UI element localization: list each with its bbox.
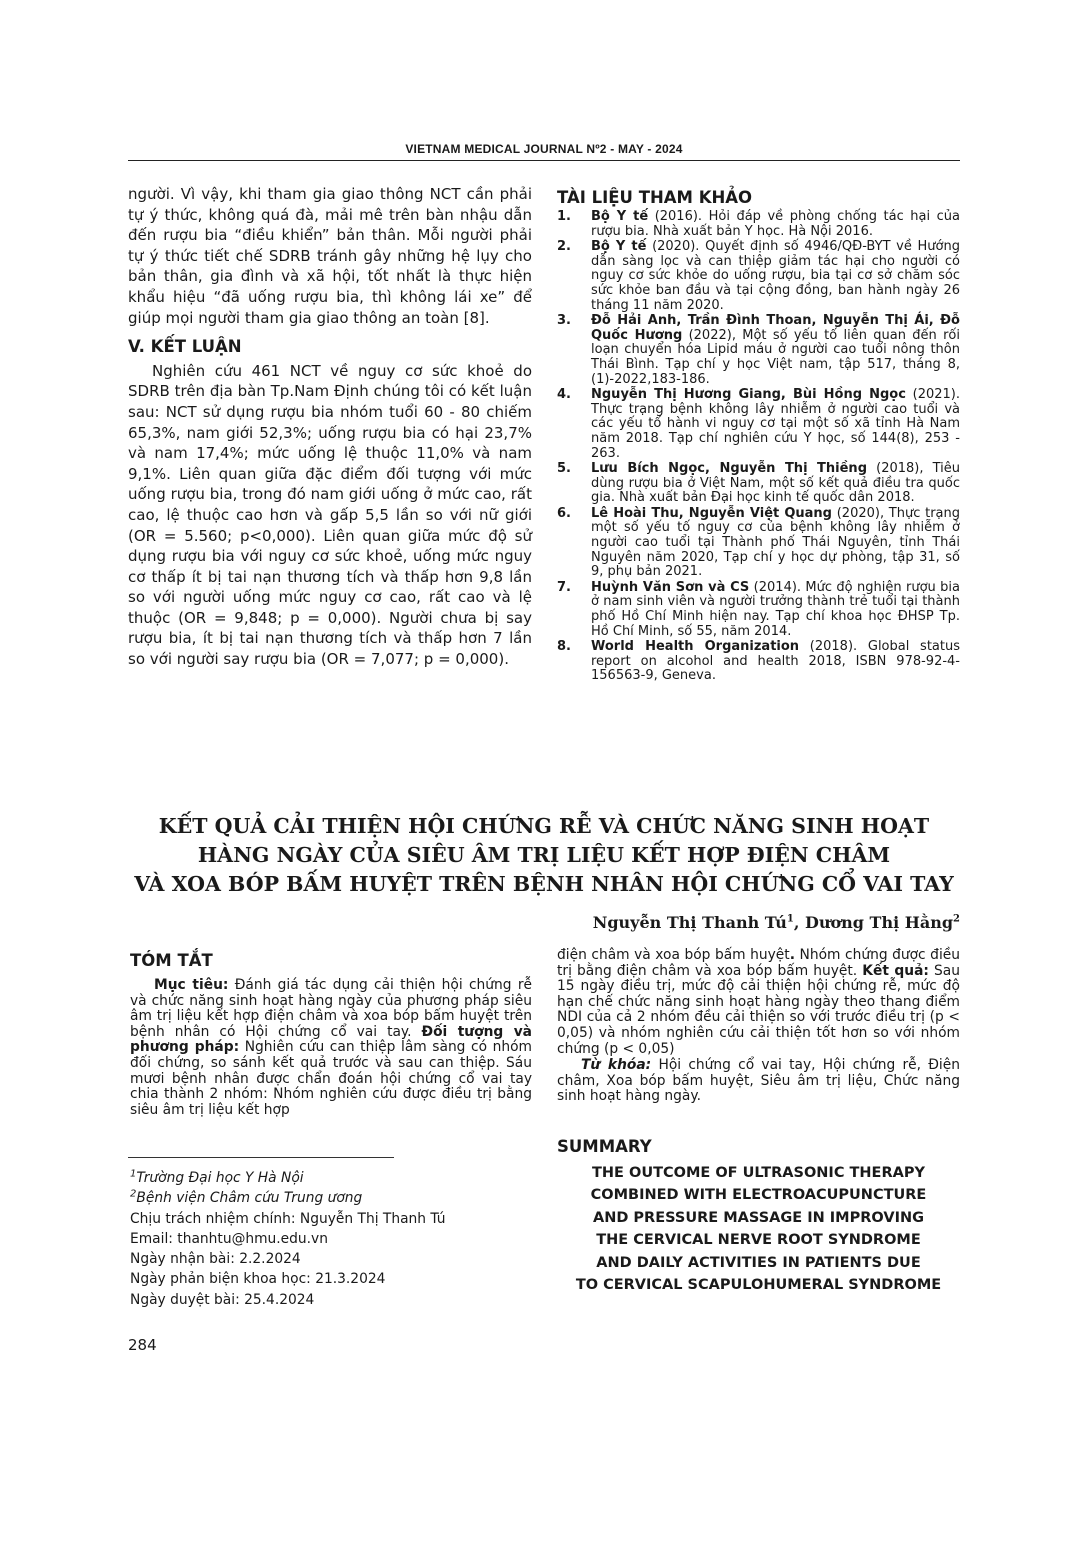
header-rule: [128, 160, 960, 161]
reference-authors: Bộ Y tế: [591, 209, 649, 224]
reference-number: 1.: [557, 209, 571, 224]
reference-details: (2014). Mức độ nghiện rượu bia ở nam sinh viên và người trưởng thành trẻ tuổi tại thành phố Hồ Chí Minh hiện nay. Tạp chí khoa học ĐHSP Tp. Hồ Chí Minh, số 55, năm 2014.: [591, 579, 960, 639]
reference-item: [557, 462, 960, 506]
reference-authors: Lưu Bích Ngọc, Nguyễn Thị Thiềng: [591, 461, 867, 477]
abstract-left: [130, 978, 532, 1118]
reference-number: 2.: [557, 239, 571, 255]
methods-period: .: [789, 947, 795, 963]
methods-text: Nghiên cứu can thiệp lâm sàng có nhóm đối chứng, so sánh kết quả trước và sau can thiệp. Sáu mươi bệnh nhân được chẩn đoán hội chứng cổ vai tay chia thành 2 nhóm: Nhóm nghiên cứu được điều trị bằng siêu âm trị liệu kết hợp: [130, 1039, 532, 1118]
reference-details: (2021). Thực trạng bệnh không lây nhiễm ở người cao tuổi và các yếu tố hành vi nguy cơ tại một số xã tỉnh Hà Nam năm 2018. Tạp chí nghiên cứu Y học, số 144(8), 253 - 263.: [591, 387, 960, 461]
affiliation-mark: 2: [130, 1188, 137, 1200]
reference-number: 7.: [557, 579, 571, 595]
summary-title-line: TO CERVICAL SCAPULOHUMERAL SYNDROME: [575, 1277, 942, 1294]
methods-label: Đối tượng và phương pháp:: [130, 1023, 532, 1056]
title-line: HÀNG NGÀY CỦA SIÊU ÂM TRỊ LIỆU KẾT HỢP ĐIỆN CHÂM: [197, 843, 891, 867]
reference-details: (2020), Thực trạng một số yếu tố nguy cơ của bệnh không lây nhiễm ở người cao tuổi tại Thành phố Thái Nguyên, tỉnh Thái Nguyên năm 2020, Tạp chí y học dự phòng, tập 31, số 9, phụ bản 2021.: [591, 505, 960, 580]
reference-authors: Bộ Y tế: [591, 239, 647, 255]
author-separator: ,: [793, 913, 805, 932]
reference-number: 8.: [557, 639, 571, 655]
received-date: Ngày nhận bài: 2.2.2024: [130, 1251, 301, 1268]
references-section: [557, 188, 960, 685]
reference-item: [557, 507, 960, 580]
review-date: Ngày phản biện khoa học: 21.3.2024: [130, 1271, 386, 1288]
reference-item: [557, 388, 960, 461]
author-affiliation-mark: 2: [953, 913, 960, 925]
summary-title-line: THE OUTCOME OF ULTRASONIC THERAPY: [592, 1165, 925, 1181]
reference-authors: Nguyễn Thị Hương Giang, Bùi Hồng Ngọc: [591, 387, 906, 403]
title-line: KẾT QUẢ CẢI THIỆN HỘI CHỨNG RỄ VÀ CHỨC NĂNG SINH HOẠT: [158, 814, 930, 838]
article-title: [128, 812, 960, 899]
reference-details: (2020). Quyết định số 4946/QĐ-BYT về Hướng dẫn sàng lọc và can thiệp giảm tác hại cho người có nguy cơ sức khỏe do uống rượu, bia tại cơ sở chăm sóc sức khỏe ban đầu và tại cộng đồng, ban hành ngày 26 tháng 11 năm 2020.: [591, 239, 960, 313]
page-number: 284: [128, 1336, 157, 1354]
references-heading: TÀI LIỆU THAM KHẢO: [557, 188, 753, 207]
reference-item: [557, 640, 960, 684]
conclusion-paragraph: Nghiên cứu 461 NCT về nguy cơ sức khoẻ do SDRB trên địa bàn Tp.Nam Định chúng tôi có kết luận sau: NCT sử dụng rượu bia nhóm tuổi 60 - 80 chiếm 65,3%, nam giới 52,3%; uống rượu bia có hại 23,7% và nam 17,4%; mức uống lệ thuộc 11,0% và nam 9,1%. Liên quan giữa đặc điểm đối tượng với mức uống rượu bia, trong đó nam giới uống ở mức cao, rất cao, lệ thuộc cao hơn và gấp 5,5 lần so với nữ giới (OR = 5.560; p<0,000). Liên quan giữa mức độ sử dụng rượu bia với nguy cơ sức khoẻ, uống mức nguy cơ thấp ít bị tai nạn thương tích và thấp hơn 9,8 lần so với người uống mức nguy cơ cao, rất cao và lệ thuộc (OR = 9,848; p = 0,000). Người chưa bị say rượu bia, ít bị tai nạn thương tích và thấp hơn 7 lần so với người say rượu bia (OR = 7,077; p = 0,000).: [128, 361, 532, 669]
reference-authors: Lê Hoài Thu, Nguyễn Việt Quang: [591, 505, 832, 521]
methods-continued: điện châm và xoa bóp bấm huyệt: [557, 947, 790, 963]
abstract-right: [557, 948, 960, 1105]
reference-number: 5.: [557, 461, 571, 477]
summary-title: [557, 1162, 960, 1296]
author-name: Dương Thị Hằng: [804, 913, 954, 932]
reference-item: [557, 314, 960, 387]
objective-label: Mục tiêu:: [154, 977, 229, 993]
reference-details: (2018), Tiêu dùng rượu bia ở Việt Nam, một số kết quả điều tra quốc gia. Nhà xuất bản Đại học kinh tế quốc dân 2018.: [591, 461, 961, 506]
objective-text: Đánh giá tác dụng cải thiện hội chứng rễ và chức năng sinh hoạt hàng ngày của phương pháp siêu âm trị liệu kết hợp điện châm và xoa bóp bấm huyệt trên bệnh nhân có Hội chứng cổ vai tay.: [130, 977, 532, 1040]
abstract-heading: TÓM TẮT: [130, 951, 213, 970]
summary-title-line: AND DAILY ACTIVITIES IN PATIENTS DUE: [596, 1254, 921, 1271]
footnote-rule: [128, 1157, 394, 1158]
reference-item: [557, 581, 960, 639]
reference-item: [557, 210, 960, 239]
email: Email: thanhtu@hmu.edu.vn: [130, 1230, 328, 1247]
summary-title-line: COMBINED WITH ELECTROACUPUNCTURE: [590, 1187, 927, 1204]
methods-control-text: Nhóm chứng được điều trị bằng điện châm và xoa bóp bấm huyệt.: [557, 947, 961, 979]
reference-number: 4.: [557, 387, 571, 403]
journal-header: VIETNAM MEDICAL JOURNAL Nº2 - MAY - 2024: [405, 142, 683, 156]
discussion-paragraph: người. Vì vậy, khi tham gia giao thông NCT cần phải tự ý thức, không quá đà, mải mê trên bàn nhậu dẫn đến rượu bia “điều khiển” bản thân. Mỗi người phải tự ý thức tiết chế SDRB tránh gây những hệ lụy cho bản thân, gia đình và xã hội, tốt nhất là thực hiện khẩu hiệu “đã uống rượu bia, thì không lái xe” để giúp mọi người tham gia giao thông an toàn [8].: [128, 185, 532, 327]
corresponding-author: Chịu trách nhiệm chính: Nguyễn Thị Thanh Tú: [130, 1210, 446, 1227]
reference-number: 3.: [557, 313, 571, 329]
author-affiliation-mark: 1: [786, 913, 794, 925]
summary-title-line: AND PRESSURE MASSAGE IN IMPROVING: [592, 1209, 924, 1226]
affiliation-2: Bệnh viện Châm cứu Trung ương: [136, 1190, 363, 1207]
reference-number: 6.: [557, 505, 571, 521]
reference-item: [557, 240, 960, 313]
reference-details: (2018). Global status report on alcohol and health 2018, ISBN 978-92-4-156563-9, Geneva.: [591, 639, 961, 684]
reference-details: (2016). Hỏi đáp về phòng chống tác hại của rượu bia. Nhà xuất bản Y học. Hà Nội 2016.: [591, 209, 961, 239]
conclusion-heading: V. KẾT LUẬN: [128, 337, 242, 357]
discussion-continuation: [128, 184, 532, 670]
accepted-date: Ngày duyệt bài: 25.4.2024: [130, 1291, 315, 1308]
reference-authors: Đỗ Hải Anh, Trần Đình Thoan, Nguyễn Thị Ái, Đỗ Quốc Hương: [591, 313, 960, 343]
author-name: Nguyễn Thị Thanh Tú: [592, 913, 787, 932]
reference-details: (2022), Một số yếu tố liên quan đến rối loạn chuyển hóa Lipid máu ở người cao tuổi nông thôn Thái Bình. Tạp chí y học Việt nam, tập 517, tháng 8, (1)-2022,183-186.: [591, 327, 960, 387]
summary-title-line: THE CERVICAL NERVE ROOT SYNDROME: [596, 1232, 921, 1249]
results-label: Kết quả:: [862, 962, 929, 979]
affiliation-1: Trường Đại học Y Hà Nội: [136, 1170, 304, 1186]
reference-authors: Huỳnh Văn Sơn và CS: [591, 579, 750, 595]
keywords-text: Hội chứng cổ vai tay, Hội chứng rễ, Điện châm, Xoa bóp bấm huyệt, Siêu âm trị liệu, Chức năng sinh hoạt hàng ngày.: [557, 1057, 961, 1105]
footnotes: [130, 1168, 446, 1310]
summary-heading: SUMMARY: [557, 1137, 652, 1156]
title-line: VÀ XOA BÓP BẤM HUYỆT TRÊN BỆNH NHÂN HỘI CHỨNG CỔ VAI TAY: [134, 872, 954, 896]
reference-authors: World Health Organization: [591, 639, 800, 655]
references-list: [557, 210, 960, 684]
keywords-label: Từ khóa:: [581, 1057, 652, 1074]
results-text: Sau 15 ngày điều trị, mức độ cải thiện hội chứng rễ, mức độ hạn chế chức năng sinh hoạt hàng ngày theo thang điểm NDI của cả 2 nhóm đều cải thiện so với trước điều trị (p < 0,05) và nhóm nghiên cứu cải thiện tốt hơn so với nhóm chứng (p < 0,05): [557, 962, 960, 1057]
authors: [520, 913, 960, 932]
affiliation-mark: 1: [130, 1168, 137, 1180]
